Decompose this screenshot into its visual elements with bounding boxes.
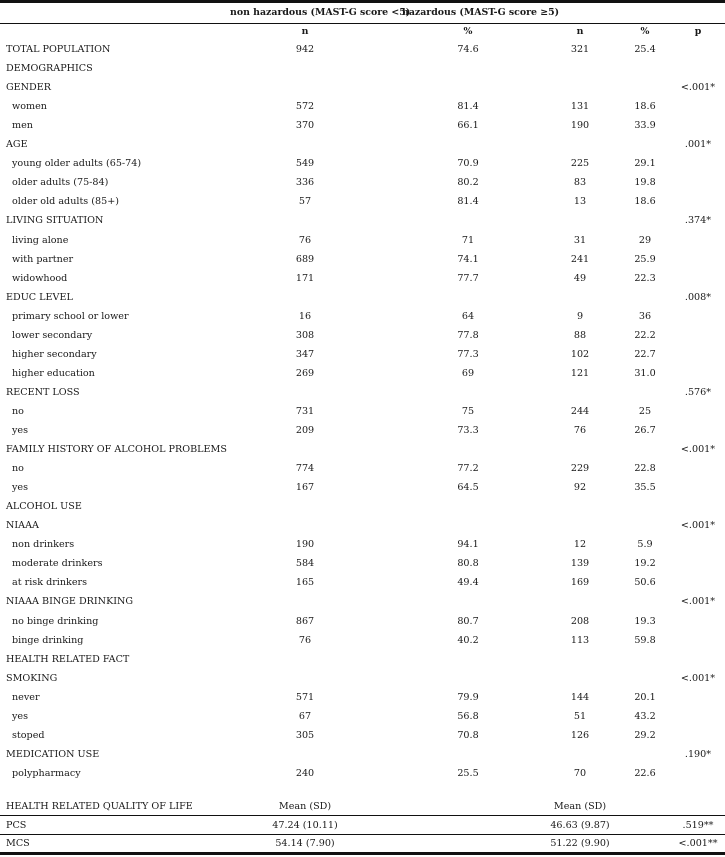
- qol-row-value-1: 47.24 (10.11): [272, 820, 338, 831]
- row-p-value: <.001*: [680, 520, 716, 532]
- table-row: [0, 520, 725, 539]
- row-n-non-hazardous: 336: [295, 177, 315, 189]
- row-pct-non-hazardous: 81.4: [457, 196, 479, 208]
- row-label: living alone: [12, 234, 69, 246]
- row-pct-non-hazardous: 80.8: [457, 558, 479, 570]
- row-pct-hazardous: 19.3: [634, 615, 656, 627]
- row-label: no: [12, 463, 24, 475]
- qol-row-p: .519**: [682, 820, 714, 831]
- row-n-hazardous: 144: [570, 691, 590, 703]
- row-label: moderate drinkers: [12, 558, 103, 570]
- row-label: at risk drinkers: [12, 577, 88, 589]
- row-label: non drinkers: [12, 539, 75, 551]
- table-row: [0, 635, 725, 654]
- table-row: [0, 692, 725, 711]
- row-p-value: <.001*: [680, 596, 716, 608]
- table-row: [0, 501, 725, 520]
- table-row: [0, 406, 725, 425]
- row-pct-hazardous: 18.6: [634, 101, 656, 113]
- row-n-non-hazardous: 240: [295, 767, 315, 779]
- row-n-hazardous: 113: [570, 634, 590, 646]
- row-p-value: <.001*: [680, 444, 716, 456]
- qol-row-value-2: 51.22 (9.90): [550, 838, 610, 849]
- row-pct-non-hazardous: 69: [461, 367, 475, 379]
- row-n-hazardous: 102: [570, 348, 590, 360]
- row-pct-non-hazardous: 80.2: [457, 177, 479, 189]
- row-pct-non-hazardous: 64.5: [457, 482, 479, 494]
- row-label: NIAAA: [6, 520, 39, 532]
- table-row: [0, 539, 725, 558]
- row-n-hazardous: 190: [570, 120, 590, 132]
- row-pct-non-hazardous: 73.3: [457, 425, 479, 436]
- row-n-hazardous: 121: [570, 367, 590, 379]
- subheader-p: p: [694, 26, 702, 37]
- row-pct-hazardous: 22.6: [634, 767, 656, 779]
- row-n-hazardous: 92: [573, 482, 587, 494]
- row-n-hazardous: 83: [573, 177, 587, 189]
- row-n-hazardous: 70: [573, 767, 587, 779]
- row-pct-hazardous: 59.8: [634, 634, 656, 646]
- row-pct-hazardous: 31.0: [634, 367, 656, 379]
- row-label: polypharmacy: [12, 767, 81, 779]
- row-label: widowhood: [12, 272, 68, 284]
- qol-row-pcs: [0, 820, 725, 839]
- table-row: [0, 749, 725, 768]
- row-n-non-hazardous: 347: [295, 348, 315, 360]
- row-pct-hazardous: 29.1: [634, 158, 656, 170]
- row-n-non-hazardous: 867: [295, 615, 315, 627]
- table-row: [0, 177, 725, 196]
- row-label: no: [12, 405, 24, 417]
- table-row: [0, 292, 725, 311]
- row-pct-non-hazardous: 71: [461, 234, 475, 246]
- table-row: [0, 139, 725, 158]
- row-n-hazardous: 12: [573, 539, 587, 551]
- table-row: [0, 768, 725, 787]
- row-p-value: <.001*: [680, 672, 716, 684]
- row-pct-non-hazardous: 70.9: [457, 158, 479, 170]
- row-n-non-hazardous: 942: [295, 44, 315, 55]
- table-row: [0, 482, 725, 501]
- row-n-hazardous: 31: [573, 234, 587, 246]
- row-pct-non-hazardous: 40.2: [457, 634, 479, 646]
- row-pct-non-hazardous: 77.3: [457, 348, 479, 360]
- row-n-hazardous: 169: [570, 577, 590, 589]
- row-n-hazardous: 139: [570, 558, 590, 570]
- row-pct-hazardous: 36: [638, 310, 652, 322]
- row-pct-non-hazardous: 74.6: [457, 44, 479, 55]
- table-row: [0, 101, 725, 120]
- row-n-non-hazardous: 731: [295, 405, 315, 417]
- row-label: GENDER: [6, 82, 51, 94]
- row-pct-hazardous: 25: [638, 405, 652, 417]
- table-row: [0, 711, 725, 730]
- row-label: RECENT LOSS: [6, 386, 80, 398]
- row-label: HEALTH RELATED FACT: [6, 653, 130, 665]
- row-label: lower secondary: [12, 329, 93, 341]
- row-pct-non-hazardous: 77.8: [457, 329, 479, 341]
- qol-mean-header-2: Mean (SD): [553, 801, 607, 812]
- table-row: [0, 235, 725, 254]
- row-n-non-hazardous: 584: [295, 558, 315, 570]
- row-n-non-hazardous: 370: [295, 120, 315, 132]
- row-label: ALCOHOL USE: [6, 501, 82, 513]
- row-p-value: .001*: [684, 139, 712, 151]
- row-label: older old adults (85+): [12, 196, 120, 208]
- row-pct-non-hazardous: 56.8: [457, 710, 479, 722]
- row-pct-hazardous: 29: [638, 234, 652, 246]
- qol-rule: [0, 815, 725, 816]
- row-n-hazardous: 49: [573, 272, 587, 284]
- row-n-non-hazardous: 308: [295, 329, 315, 341]
- row-pct-non-hazardous: 77.7: [457, 272, 479, 284]
- row-pct-non-hazardous: 70.8: [457, 729, 479, 741]
- row-label: men: [12, 120, 33, 132]
- row-pct-hazardous: 35.5: [634, 482, 656, 494]
- row-n-non-hazardous: 16: [298, 310, 312, 322]
- row-n-non-hazardous: 190: [295, 539, 315, 551]
- table-row: [0, 673, 725, 692]
- row-label: young older adults (65-74): [12, 158, 142, 170]
- row-n-hazardous: 225: [570, 158, 590, 170]
- subheader-pct1: %: [463, 26, 473, 37]
- row-n-non-hazardous: 171: [295, 272, 315, 284]
- row-label: binge drinking: [12, 634, 84, 646]
- row-n-non-hazardous: 167: [295, 482, 315, 494]
- subheader-n1: n: [301, 26, 309, 37]
- qol-row-value-1: 54.14 (7.90): [275, 838, 335, 849]
- qol-header-row: [0, 801, 725, 820]
- table-row: [0, 387, 725, 406]
- table-row: [0, 577, 725, 596]
- row-pct-non-hazardous: 80.7: [457, 615, 479, 627]
- row-n-non-hazardous: 269: [295, 367, 315, 379]
- table-row: [0, 596, 725, 615]
- row-n-non-hazardous: 571: [295, 691, 315, 703]
- qol-row-label: MCS: [6, 838, 30, 849]
- group-header-non-hazardous: non hazardous (MAST-G score <5): [230, 7, 411, 18]
- row-label: LIVING SITUATION: [6, 215, 104, 227]
- row-pct-hazardous: 25.9: [634, 253, 656, 265]
- row-pct-non-hazardous: 94.1: [457, 539, 479, 551]
- row-pct-non-hazardous: 74.1: [457, 253, 479, 265]
- row-label: stoped: [12, 729, 45, 741]
- row-n-non-hazardous: 689: [295, 253, 315, 265]
- qol-rule: [0, 834, 725, 835]
- row-n-non-hazardous: 76: [298, 234, 312, 246]
- table-top-rule: [0, 0, 725, 3]
- table-row: [0, 558, 725, 577]
- row-pct-non-hazardous: 75: [461, 405, 475, 417]
- row-n-hazardous: 88: [573, 329, 587, 341]
- row-label: higher secondary: [12, 348, 97, 360]
- row-n-non-hazardous: 572: [295, 101, 315, 113]
- table-row: [0, 730, 725, 749]
- row-n-non-hazardous: 76: [298, 634, 312, 646]
- row-pct-hazardous: 22.2: [634, 329, 656, 341]
- table-row: [0, 82, 725, 101]
- row-pct-non-hazardous: 81.4: [457, 101, 479, 113]
- row-pct-non-hazardous: 49.4: [457, 577, 479, 589]
- row-n-hazardous: 76: [573, 425, 587, 436]
- table-row: [0, 63, 725, 82]
- row-n-hazardous: 51: [573, 710, 587, 722]
- table-row: [0, 273, 725, 292]
- row-label: no binge drinking: [12, 615, 99, 627]
- row-pct-non-hazardous: 79.9: [457, 691, 479, 703]
- row-n-non-hazardous: 209: [295, 425, 315, 436]
- row-label: FAMILY HISTORY OF ALCOHOL PROBLEMS: [6, 444, 227, 456]
- row-n-non-hazardous: 774: [295, 463, 315, 475]
- table-row: [0, 444, 725, 463]
- row-pct-hazardous: 22.3: [634, 272, 656, 284]
- row-n-hazardous: 13: [573, 196, 587, 208]
- row-label: yes: [12, 710, 29, 722]
- table-row: [0, 368, 725, 387]
- table-row: [0, 311, 725, 330]
- table-row: [0, 616, 725, 635]
- row-pct-hazardous: 20.1: [634, 691, 656, 703]
- row-label: AGE: [6, 139, 28, 151]
- row-n-hazardous: 131: [570, 101, 590, 113]
- row-pct-hazardous: 22.8: [634, 463, 656, 475]
- row-p-value: .576*: [684, 386, 712, 398]
- row-label: with partner: [12, 253, 74, 265]
- row-pct-hazardous: 19.8: [634, 177, 656, 189]
- table-row: [0, 120, 725, 139]
- row-label: yes: [12, 482, 29, 494]
- row-label: higher education: [12, 367, 95, 379]
- row-pct-hazardous: 19.2: [634, 558, 656, 570]
- row-pct-non-hazardous: 64: [461, 310, 475, 322]
- row-p-value: .190*: [684, 748, 712, 760]
- row-n-non-hazardous: 305: [295, 729, 315, 741]
- row-pct-non-hazardous: 25.5: [457, 767, 479, 779]
- row-pct-non-hazardous: 77.2: [457, 463, 479, 475]
- table-row: [0, 349, 725, 368]
- row-n-non-hazardous: 67: [298, 710, 312, 722]
- row-p-value: <.001*: [680, 82, 716, 94]
- table-row: [0, 425, 725, 444]
- row-pct-hazardous: 22.7: [634, 348, 656, 360]
- row-pct-hazardous: 18.6: [634, 196, 656, 208]
- row-label: TOTAL POPULATION: [6, 44, 111, 55]
- qol-row-p: <.001**: [678, 838, 718, 849]
- qol-row-value-2: 46.63 (9.87): [550, 820, 610, 831]
- row-n-non-hazardous: 57: [298, 196, 312, 208]
- row-pct-hazardous: 50.6: [634, 577, 656, 589]
- table-row: [0, 196, 725, 215]
- row-pct-hazardous: 25.4: [634, 44, 656, 55]
- row-n-hazardous: 229: [570, 463, 590, 475]
- table-row: [0, 44, 725, 63]
- row-label: NIAAA BINGE DRINKING: [6, 596, 134, 608]
- table-bottom-rule: [0, 852, 725, 855]
- subheader-pct2: %: [640, 26, 650, 37]
- row-n-hazardous: 241: [570, 253, 590, 265]
- row-label: DEMOGRAPHICS: [6, 63, 93, 75]
- qol-label: HEALTH RELATED QUALITY OF LIFE: [6, 801, 193, 812]
- qol-mean-header-1: Mean (SD): [278, 801, 332, 812]
- row-label: yes: [12, 425, 29, 436]
- table-row: [0, 215, 725, 234]
- row-label: MEDICATION USE: [6, 748, 100, 760]
- row-label: women: [12, 101, 47, 113]
- row-label: never: [12, 691, 40, 703]
- header-rule: [0, 23, 725, 24]
- table-row: [0, 158, 725, 177]
- group-header-hazardous: hazardous (MAST-G score ≥5): [402, 7, 560, 18]
- table-row: [0, 254, 725, 273]
- row-n-hazardous: 126: [570, 729, 590, 741]
- row-pct-hazardous: 5.9: [637, 539, 653, 551]
- row-n-hazardous: 208: [570, 615, 590, 627]
- row-pct-hazardous: 33.9: [634, 120, 656, 132]
- table-row: [0, 654, 725, 673]
- table-row: [0, 463, 725, 482]
- row-label: older adults (75-84): [12, 177, 109, 189]
- row-label: EDUC LEVEL: [6, 291, 73, 303]
- row-n-non-hazardous: 165: [295, 577, 315, 589]
- row-pct-non-hazardous: 66.1: [457, 120, 479, 132]
- qol-row-label: PCS: [6, 820, 27, 831]
- row-p-value: .008*: [684, 291, 712, 303]
- row-n-hazardous: 244: [570, 405, 590, 417]
- row-n-hazardous: 9: [576, 310, 584, 322]
- row-p-value: .374*: [684, 215, 712, 227]
- row-label: SMOKING: [6, 672, 58, 684]
- row-pct-hazardous: 29.2: [634, 729, 656, 741]
- row-label: primary school or lower: [12, 310, 129, 322]
- row-pct-hazardous: 43.2: [634, 710, 656, 722]
- row-pct-hazardous: 26.7: [634, 425, 656, 436]
- row-n-non-hazardous: 549: [295, 158, 315, 170]
- table-row: [0, 330, 725, 349]
- subheader-n2: n: [576, 26, 584, 37]
- row-n-hazardous: 321: [570, 44, 590, 55]
